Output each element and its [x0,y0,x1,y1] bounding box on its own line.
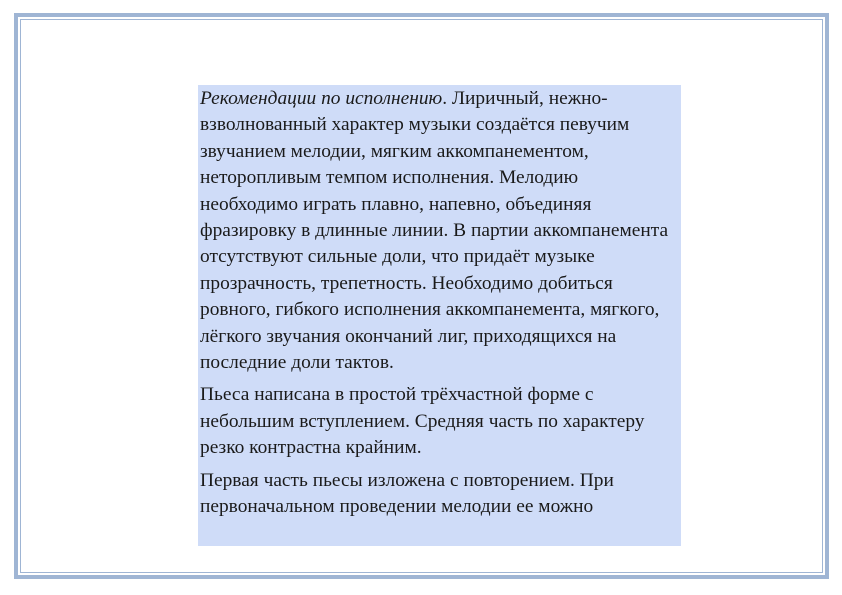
text-box [198,85,681,546]
paragraph-form: Пьеса написана в простой трёхчастной форме с небольшим вступлением. Средняя часть по характеру резко контрастна крайним. [200,384,645,459]
paragraph-recommendations [200,86,679,376]
paragraph-lead-italic: Рекомендации по исполнению [200,88,443,109]
paragraph-first-part: Первая часть пьесы изложена с повторением. При первоначальном проведении мелодии ее можно [200,469,614,518]
paragraph-body: . Лиричный, нежно-взволнованный характер музыки создаётся певучим звучанием мелодии, мягким аккомпанементом, неторопливым темпом исполнения. Мелодию необходимо играть плавно, напевно, объединяя фразировку в длинные линии. В партии аккомпанемента отсутствуют сильные доли, что придаёт музыке прозрачность, трепетность. Необходимо добиться ровного, гибкого исполнения аккомпанемента, мягкого, лёгкого звучания окончаний лиг, приходящихся на последние доли тактов. [200,88,669,374]
